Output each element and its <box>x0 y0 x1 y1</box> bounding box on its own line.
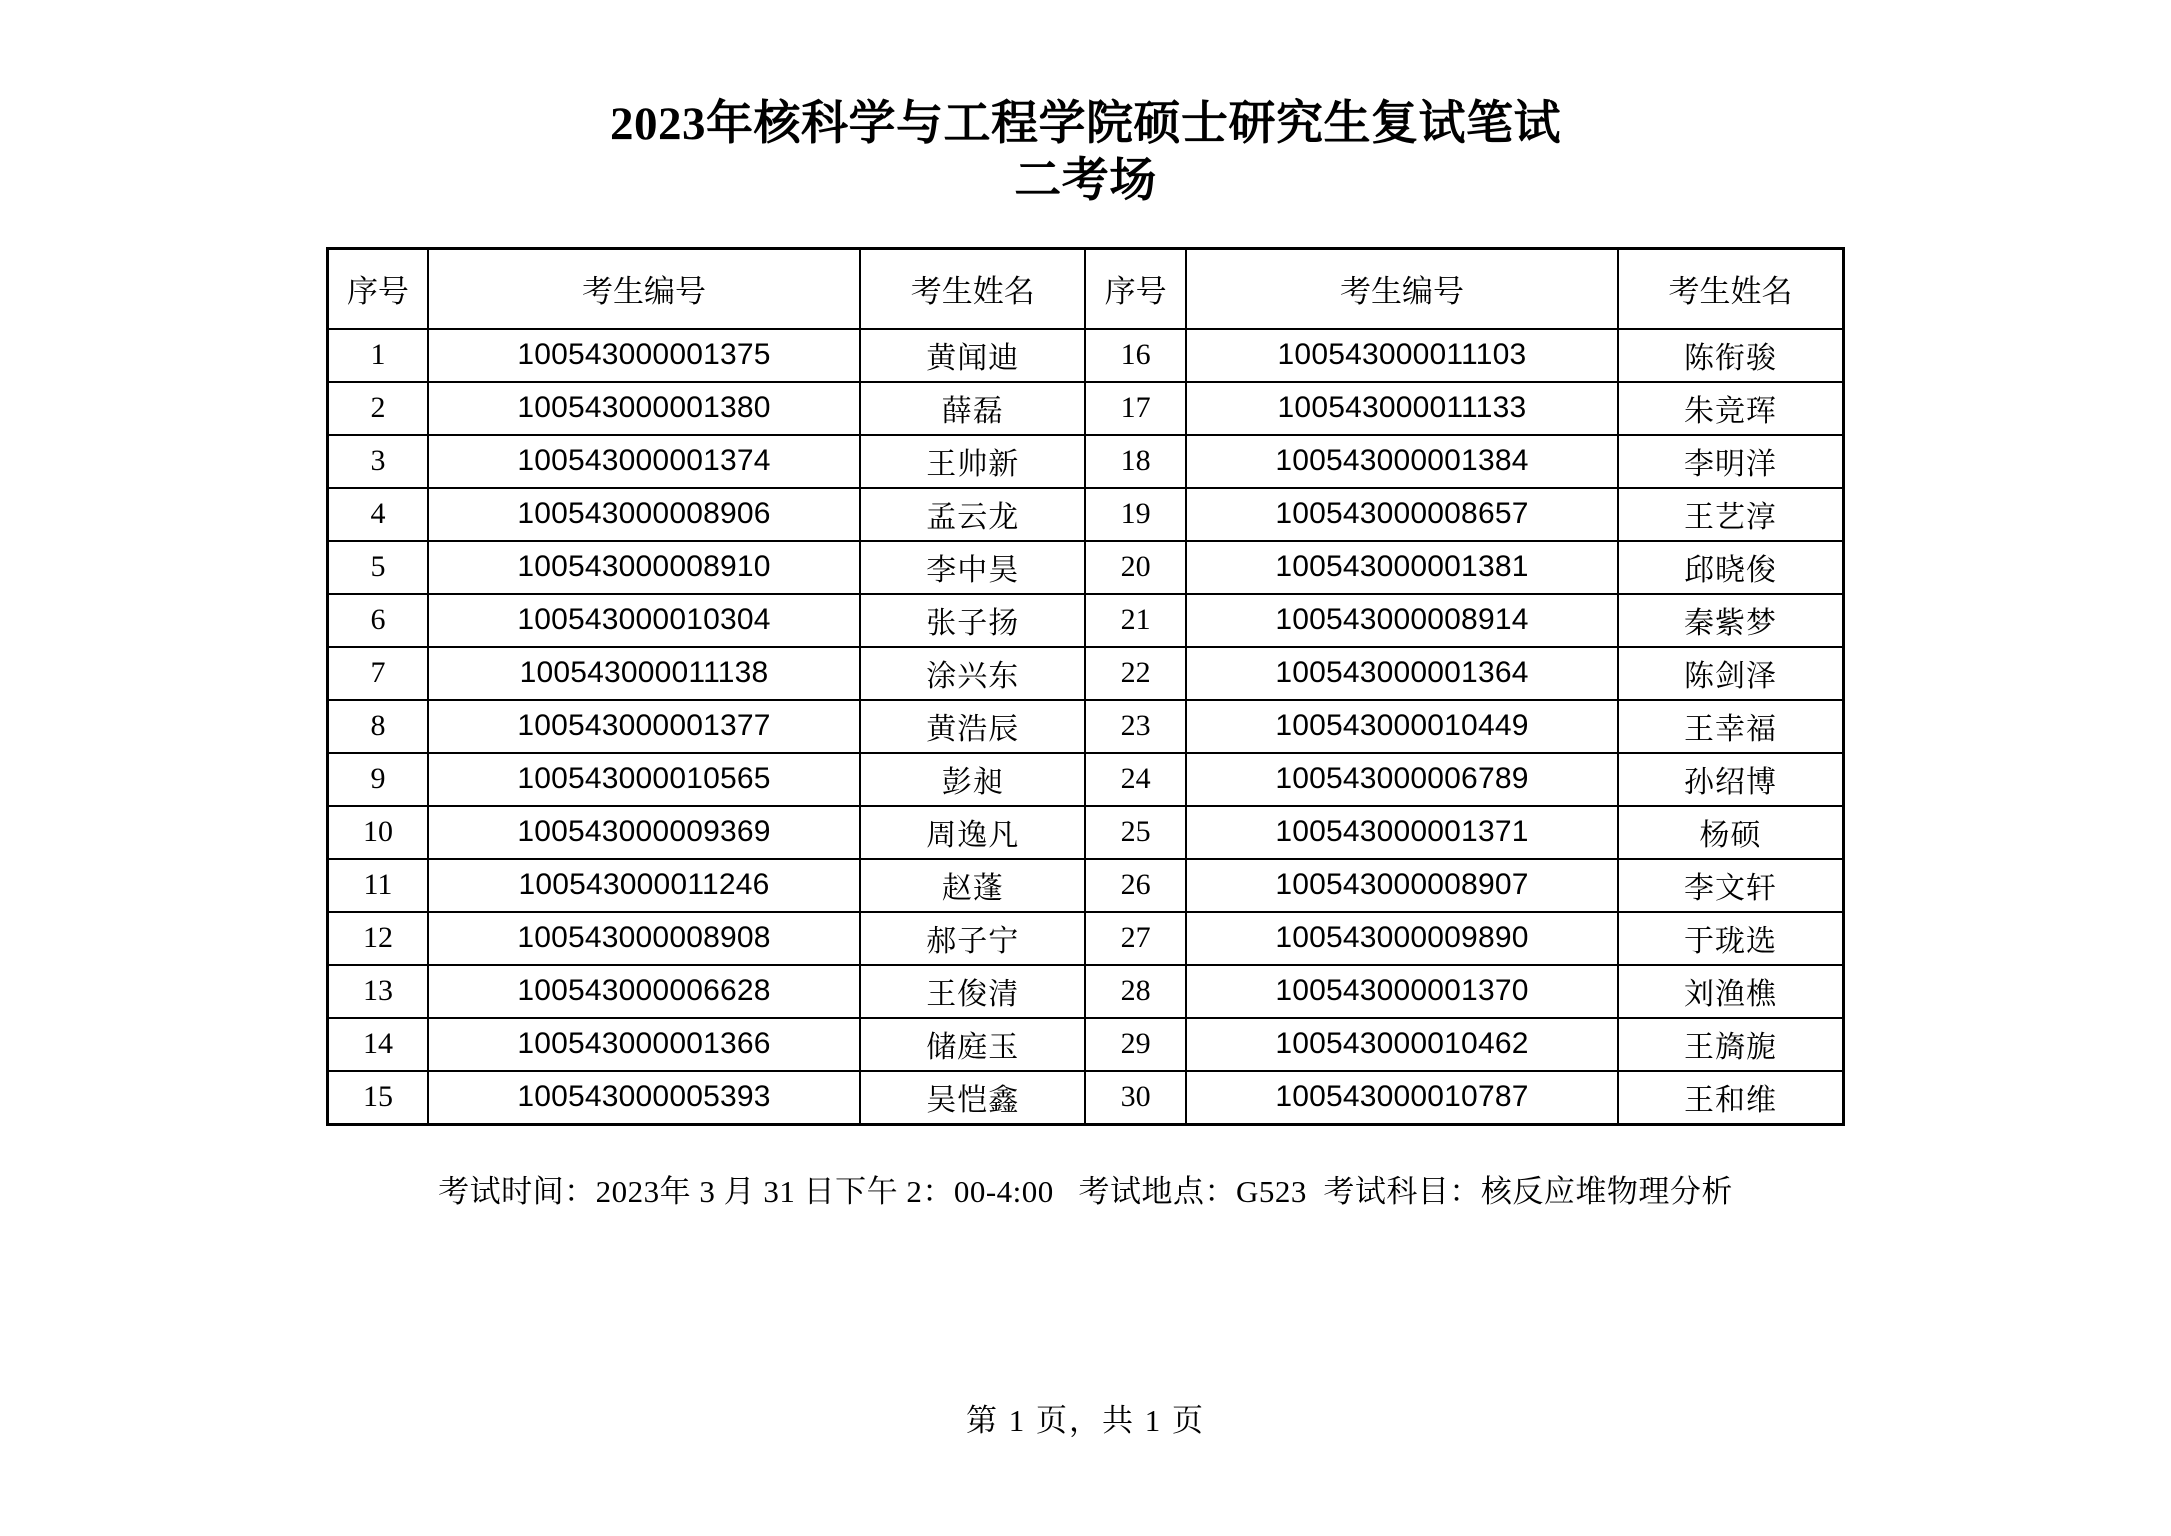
exam-subject: 考试科目：核反应堆物理分析 <box>1323 1173 1733 1209</box>
cell-seq-left: 3 <box>328 435 428 488</box>
table-row <box>328 753 1844 806</box>
cell-seq-left: 5 <box>328 541 428 594</box>
cell-name-right: 李明洋 <box>1618 435 1843 488</box>
roster-table-wrap <box>0 247 2171 1126</box>
table-row <box>328 1018 1844 1071</box>
cell-seq-left: 1 <box>328 329 428 382</box>
table-row <box>328 806 1844 859</box>
exam-time: 考试时间：2023年 3 月 31 日下午 2：00-4:00 <box>438 1173 1054 1209</box>
cell-seq-right: 26 <box>1085 859 1185 912</box>
cell-name-right: 秦紫梦 <box>1618 594 1843 647</box>
cell-name-left: 涂兴东 <box>860 647 1085 700</box>
cell-id-right: 100543000008907 <box>1186 859 1618 912</box>
cell-seq-right: 17 <box>1085 382 1185 435</box>
table-row <box>328 647 1844 700</box>
table-row <box>328 435 1844 488</box>
cell-seq-right: 25 <box>1085 806 1185 859</box>
column-header-seq-left: 序号 <box>328 248 428 329</box>
exam-info-separator-2 <box>1307 1174 1324 1209</box>
cell-seq-right: 21 <box>1085 594 1185 647</box>
column-header-id-left: 考生编号 <box>428 248 860 329</box>
cell-name-right: 朱竞珲 <box>1618 382 1843 435</box>
cell-seq-right: 19 <box>1085 488 1185 541</box>
table-row <box>328 329 1844 382</box>
table-header-row <box>328 248 1844 329</box>
cell-seq-right: 27 <box>1085 912 1185 965</box>
candidate-roster-table <box>326 247 1845 1126</box>
cell-id-left: 100543000009369 <box>428 806 860 859</box>
cell-seq-right: 20 <box>1085 541 1185 594</box>
cell-id-left: 100543000001374 <box>428 435 860 488</box>
cell-id-left: 100543000008910 <box>428 541 860 594</box>
cell-seq-left: 14 <box>328 1018 428 1071</box>
cell-id-right: 100543000001364 <box>1186 647 1618 700</box>
cell-seq-left: 2 <box>328 382 428 435</box>
cell-id-left: 100543000001380 <box>428 382 860 435</box>
cell-id-left: 100543000001366 <box>428 1018 860 1071</box>
cell-id-left: 100543000001375 <box>428 329 860 382</box>
cell-seq-left: 8 <box>328 700 428 753</box>
cell-name-left: 王俊清 <box>860 965 1085 1018</box>
cell-name-left: 郝子宁 <box>860 912 1085 965</box>
cell-name-left: 薛磊 <box>860 382 1085 435</box>
table-body <box>328 329 1844 1125</box>
cell-seq-left: 9 <box>328 753 428 806</box>
cell-id-left: 100543000010304 <box>428 594 860 647</box>
table-row <box>328 1071 1844 1125</box>
cell-seq-right: 30 <box>1085 1071 1185 1125</box>
table-row <box>328 912 1844 965</box>
cell-seq-left: 4 <box>328 488 428 541</box>
cell-seq-right: 22 <box>1085 647 1185 700</box>
document-title-block <box>0 0 2171 211</box>
cell-id-right: 100543000008914 <box>1186 594 1618 647</box>
cell-name-left: 王帅新 <box>860 435 1085 488</box>
cell-id-right: 100543000006789 <box>1186 753 1618 806</box>
column-header-name-left: 考生姓名 <box>860 248 1085 329</box>
cell-name-right: 刘渔樵 <box>1618 965 1843 1018</box>
column-header-id-right: 考生编号 <box>1186 248 1618 329</box>
cell-name-right: 邱晓俊 <box>1618 541 1843 594</box>
cell-name-left: 储庭玉 <box>860 1018 1085 1071</box>
cell-id-left: 100543000010565 <box>428 753 860 806</box>
cell-id-right: 100543000011133 <box>1186 382 1618 435</box>
cell-name-right: 于珑选 <box>1618 912 1843 965</box>
table-row <box>328 382 1844 435</box>
cell-name-right: 李文轩 <box>1618 859 1843 912</box>
cell-name-left: 张子扬 <box>860 594 1085 647</box>
cell-id-right: 100543000008657 <box>1186 488 1618 541</box>
table-row <box>328 541 1844 594</box>
cell-seq-left: 7 <box>328 647 428 700</box>
cell-seq-left: 6 <box>328 594 428 647</box>
cell-id-left: 100543000006628 <box>428 965 860 1018</box>
cell-seq-right: 18 <box>1085 435 1185 488</box>
cell-seq-right: 28 <box>1085 965 1185 1018</box>
cell-name-right: 杨硕 <box>1618 806 1843 859</box>
cell-name-left: 黄闻迪 <box>860 329 1085 382</box>
cell-seq-right: 24 <box>1085 753 1185 806</box>
cell-seq-left: 10 <box>328 806 428 859</box>
exam-location: 考试地点：G523 <box>1078 1173 1307 1209</box>
table-row <box>328 859 1844 912</box>
cell-name-right: 孙绍博 <box>1618 753 1843 806</box>
exam-info-line <box>0 1166 2171 1211</box>
cell-id-left: 100543000005393 <box>428 1071 860 1125</box>
cell-id-right: 100543000011103 <box>1186 329 1618 382</box>
table-header <box>328 248 1844 329</box>
cell-name-right: 陈衔骏 <box>1618 329 1843 382</box>
page-pagination: 第 1 页，共 1 页 <box>966 1403 1205 1438</box>
cell-id-right: 100543000001384 <box>1186 435 1618 488</box>
column-header-name-right: 考生姓名 <box>1618 248 1843 329</box>
cell-name-left: 周逸凡 <box>860 806 1085 859</box>
cell-name-right: 王旖旎 <box>1618 1018 1843 1071</box>
cell-name-left: 孟云龙 <box>860 488 1085 541</box>
cell-id-right: 100543000009890 <box>1186 912 1618 965</box>
cell-id-right: 100543000010462 <box>1186 1018 1618 1071</box>
cell-seq-right: 29 <box>1085 1018 1185 1071</box>
table-row <box>328 594 1844 647</box>
cell-id-right: 100543000001370 <box>1186 965 1618 1018</box>
page-title-line-1: 2023年核科学与工程学院硕士研究生复试笔试 <box>610 98 1561 150</box>
cell-id-right: 100543000001381 <box>1186 541 1618 594</box>
cell-name-left: 赵蓬 <box>860 859 1085 912</box>
cell-seq-left: 15 <box>328 1071 428 1125</box>
cell-seq-right: 16 <box>1085 329 1185 382</box>
cell-seq-left: 11 <box>328 859 428 912</box>
cell-id-right: 100543000010787 <box>1186 1071 1618 1125</box>
cell-name-right: 王艺淳 <box>1618 488 1843 541</box>
cell-name-left: 黄浩辰 <box>860 700 1085 753</box>
cell-seq-left: 12 <box>328 912 428 965</box>
cell-id-left: 100543000008906 <box>428 488 860 541</box>
cell-id-left: 100543000011138 <box>428 647 860 700</box>
cell-id-left: 100543000001377 <box>428 700 860 753</box>
cell-seq-left: 13 <box>328 965 428 1018</box>
cell-name-right: 陈剑泽 <box>1618 647 1843 700</box>
cell-id-left: 100543000011246 <box>428 859 860 912</box>
cell-seq-right: 23 <box>1085 700 1185 753</box>
cell-name-left: 李中昊 <box>860 541 1085 594</box>
exam-info-separator-1 <box>1054 1174 1079 1209</box>
cell-name-left: 彭昶 <box>860 753 1085 806</box>
cell-id-left: 100543000008908 <box>428 912 860 965</box>
cell-name-left: 吴恺鑫 <box>860 1071 1085 1125</box>
table-row <box>328 488 1844 541</box>
table-row <box>328 965 1844 1018</box>
cell-id-right: 100543000010449 <box>1186 700 1618 753</box>
table-row <box>328 700 1844 753</box>
cell-name-right: 王幸福 <box>1618 700 1843 753</box>
page-title-line-2: 二考场 <box>1014 155 1157 208</box>
cell-name-right: 王和维 <box>1618 1071 1843 1125</box>
cell-id-right: 100543000001371 <box>1186 806 1618 859</box>
column-header-seq-right: 序号 <box>1085 248 1185 329</box>
